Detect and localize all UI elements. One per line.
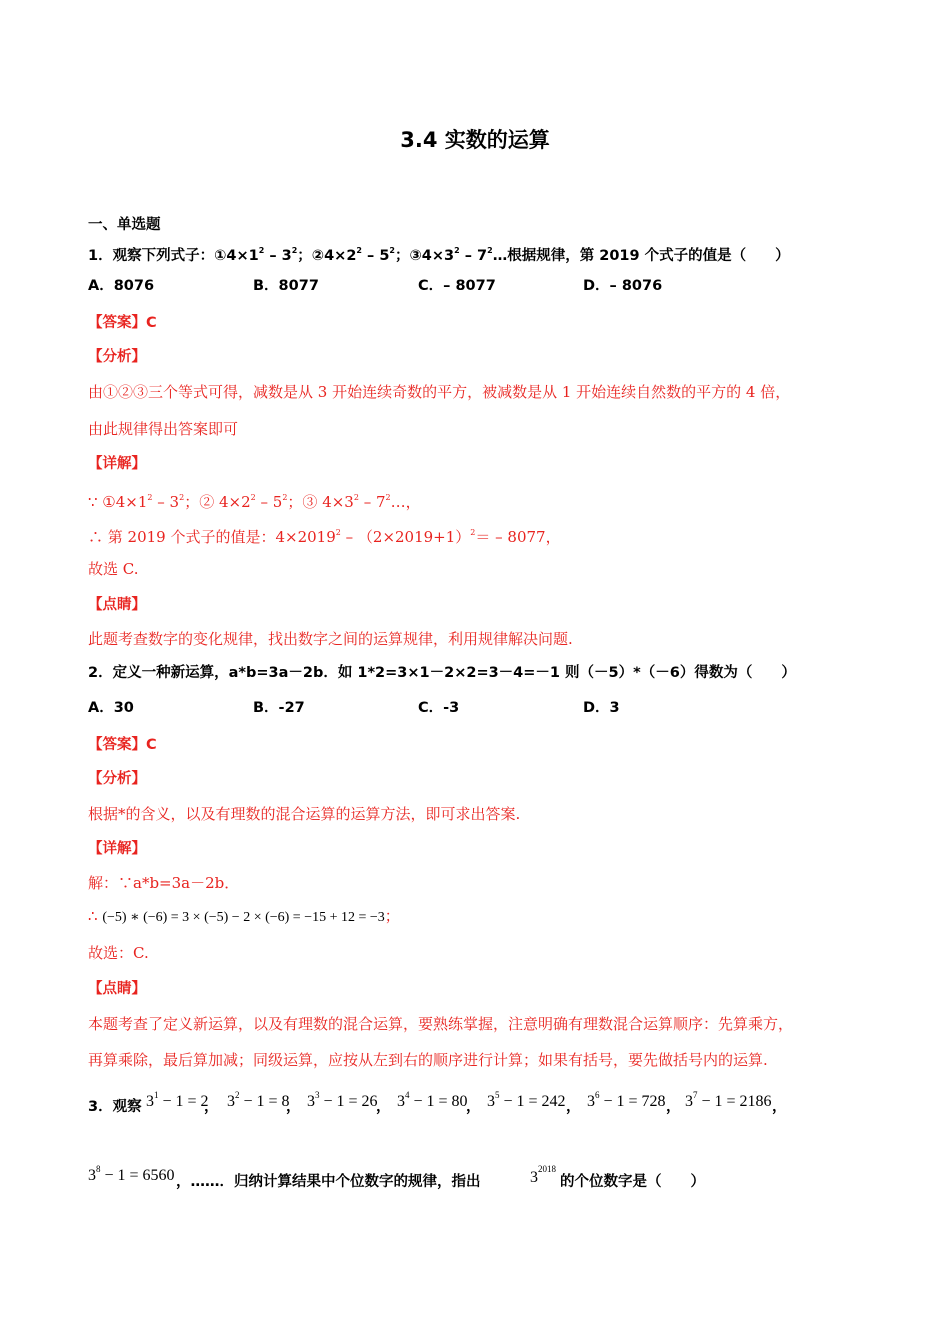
q1-comment-label: 【点睛】 xyxy=(88,597,146,613)
q3-comma-1: ， xyxy=(204,1099,219,1115)
q1-detail-line-3: 故选 C. xyxy=(88,560,139,578)
q2-formula: (−5) ∗ (−6) = 3 × (−5) − 2 × (−6) = −15 + 12 = −3 xyxy=(102,910,385,925)
q2-option-d: D．3 xyxy=(583,700,620,716)
q2-detail-line-1: 解：∵a*b=3a－2b． xyxy=(88,874,240,892)
q1-answer: 【答案】C xyxy=(88,315,157,331)
q2-comment-line-1: 本题考查了定义新运算，以及有理数的混合运算，要熟练掌握，注意明确有理数混合运算顺序：先算乘方， xyxy=(88,1015,794,1033)
q3-power-5: $3^5 - 1 = 242$ xyxy=(487,1090,566,1110)
q3-comma-3: ， xyxy=(376,1099,391,1115)
q1-option-a: A．8076 xyxy=(88,278,155,294)
q2-comment-label: 【点睛】 xyxy=(88,981,146,997)
page-title: 3.4 实数的运算 xyxy=(400,128,550,152)
q3-comma-6: ， xyxy=(666,1099,681,1115)
q3-power-6: $3^6 - 1 = 728$ xyxy=(587,1090,666,1110)
q2-comment-line-2: 再算乘除，最后算加减；同级运算，应按从左到右的顺序进行计算；如果有括号，要先做括号内的运算. xyxy=(88,1051,768,1069)
q3-line-2-text: ，……．归纳计算结果中个位数字的规律，指出 xyxy=(176,1174,481,1190)
q3-power-7: $3^7 - 1 = 2186$ xyxy=(685,1090,772,1110)
q3-comma-2: ， xyxy=(286,1099,301,1115)
q3-line-2-end: 的个位数字是（ ） xyxy=(560,1174,705,1190)
q3-power-3: $3^3 - 1 = 26$ xyxy=(307,1090,378,1110)
q3-power-4: $3^4 - 1 = 80$ xyxy=(397,1090,468,1110)
q2-analysis-label: 【分析】 xyxy=(88,771,146,787)
q3-comma-5: ， xyxy=(566,1099,581,1115)
q3-power-1: $3^1 - 1 = 2$ xyxy=(146,1090,209,1110)
q3-stem-prefix: 3．观察 xyxy=(88,1099,142,1115)
q1-analysis-line-1: 由①②③三个等式可得，减数是从 3 开始连续奇数的平方，被减数是从 1 开始连续自然数的平方的 4 倍， xyxy=(88,383,791,401)
q1-comment: 此题考查数字的变化规律，找出数字之间的运算规律，利用规律解决问题. xyxy=(88,630,573,648)
q1-stem: 1．观察下列式子：$①4\times 1^2 - 3^2$；$②4\times 2^2 - 5^2$；$③4\times 3^2$ – $7^2\dots$根据规律，第 2019 个式子的值是（ ） xyxy=(88,246,790,264)
q2-answer: 【答案】C xyxy=(88,737,157,753)
q3-target-power: $3^{2018}$ xyxy=(530,1164,556,1186)
section-heading: 一、单选题 xyxy=(88,217,161,233)
q3-power-8: $3^8 - 1 = 6560$ xyxy=(88,1164,175,1184)
q2-detail-line-3: 故选：C. xyxy=(88,944,149,962)
q2-detail-line-2: ∴ (−5) ∗ (−6) = 3 × (−5) − 2 × (−6) = −15 + 12 = −3； xyxy=(88,907,400,925)
q2-option-a: A．30 xyxy=(88,700,134,716)
q3-power-2: $3^2 - 1 = 8$ xyxy=(227,1090,290,1110)
q1-option-d: D．– 8076 xyxy=(583,278,663,294)
q2-option-c: C．-3 xyxy=(418,700,460,716)
q1-analysis-line-2: 由此规律得出答案即可 xyxy=(88,420,239,438)
q2-stem: 2．定义一种新运算，a*b=3a－2b．如 1*2=3×1－2×2=3－4=－1 则（－5）*（－6）得数为（ ） xyxy=(88,665,796,681)
q1-detail-line-2: ∴ 第 2019 个式子的值是：$4\times 2019^2 - (2\times 2019+1)^2= - 8077$， xyxy=(88,528,561,546)
q1-option-c: C．– 8077 xyxy=(418,278,496,294)
q1-detail-line-1: ∵ $①4\times 1^2 - 3^2$；② $4\times 2^2 - 5^2$；③ $4\times 3^2$ – $7^2\dots$， xyxy=(88,493,421,511)
q3-comma-7: ， xyxy=(772,1099,787,1115)
q1-option-b: B．8077 xyxy=(253,278,319,294)
q2-analysis: 根据*的含义，以及有理数的混合运算的运算方法，即可求出答案. xyxy=(88,805,521,823)
q2-detail-label: 【详解】 xyxy=(88,841,146,857)
q1-analysis-label: 【分析】 xyxy=(88,349,146,365)
q2-option-b: B．-27 xyxy=(253,700,305,716)
q3-comma-4: ， xyxy=(466,1099,481,1115)
q1-detail-label: 【详解】 xyxy=(88,456,146,472)
